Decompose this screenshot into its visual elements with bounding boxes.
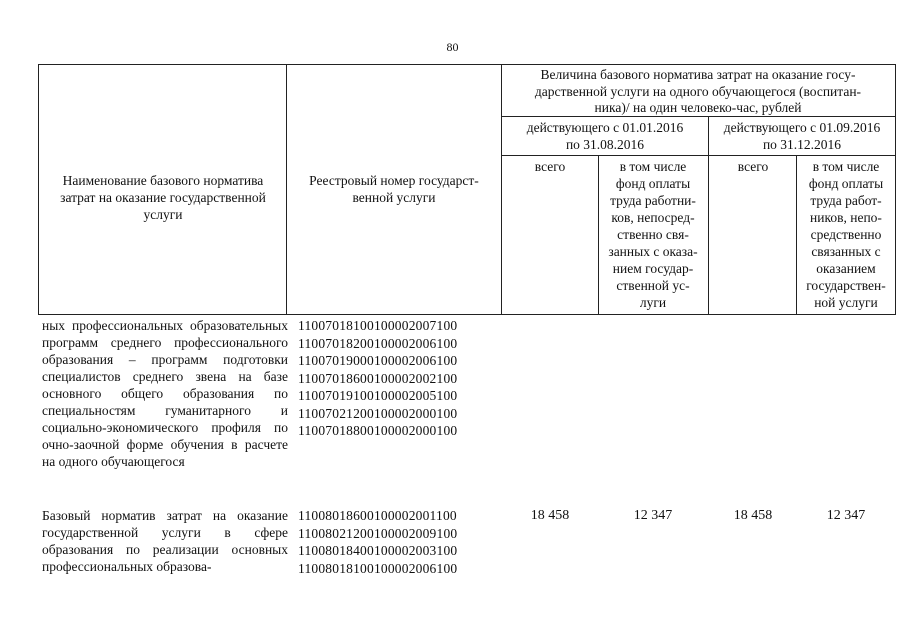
header-total-1: всего: [534, 159, 566, 174]
row-registry-numbers: 11007018100100002007100 11007018200100002006100 11007019000100002006100 11007018600100002002100 11007019100100002005100 11007021200100002000100 11007018800100002000100: [298, 318, 458, 438]
subheader-divider-line: [501, 155, 896, 156]
column-divider: [501, 64, 502, 314]
header-including-payroll-1: в том числе фонд оплаты труда работни- ков, непосред- ственно свя- занных с оказа- нием государ- ственной ус- луги: [608, 159, 698, 310]
header-including-payroll-2: в том числе фонд оплаты труда работ- ников, непо- средственно связанных с оказанием государствен- ной услуги: [806, 159, 886, 310]
header-registry-number: Реестровый номер государст- венной услуги: [309, 173, 479, 205]
header-period-1: действующего с 01.01.2016 по 31.08.2016: [526, 120, 684, 152]
header-period-2: действующего с 01.09.2016 по 31.12.2016: [723, 120, 881, 152]
table-right-border: [895, 64, 896, 314]
header-total-2: всего: [737, 159, 769, 174]
row-total-1: 18 458: [530, 508, 570, 523]
row-including-payroll-2: 12 347: [826, 508, 866, 523]
row-service-name: ных профессиональных образовательных программ среднего профессионального образования – программ подготовки специалистов среднего звена на базе основного общего образования по специальностям гуманитарного и социально-экономического профиля по очно-заочной форме обучения в расчете на одного обучающегося: [42, 318, 288, 469]
header-service-name: Наименование базового норматива затрат на оказание государственной услуги: [60, 173, 266, 222]
header-value-title: Величина базового норматива затрат на оказание госу- дарственной услуги на одного обучающегося (воспитан- ника)/ на один человеко-час, рублей: [534, 67, 862, 115]
row-registry-numbers: 11008018600100002001100 11008021200100002009100 11008018400100002003100 11008018100100002006100: [298, 508, 458, 576]
table-top-border: [38, 64, 896, 65]
row-including-payroll-1: 12 347: [633, 508, 673, 523]
page-number: 80: [446, 40, 459, 54]
header-bottom-border: [38, 314, 896, 315]
column-divider: [286, 64, 287, 314]
column-divider: [708, 116, 709, 314]
column-divider: [598, 155, 599, 314]
row-service-name: Базовый норматив затрат на оказание государственной услуги в сфере образования по реализации основных профессиональных образова-: [42, 508, 288, 574]
column-divider: [796, 155, 797, 314]
table-left-border: [38, 64, 39, 314]
row-total-2: 18 458: [733, 508, 773, 523]
